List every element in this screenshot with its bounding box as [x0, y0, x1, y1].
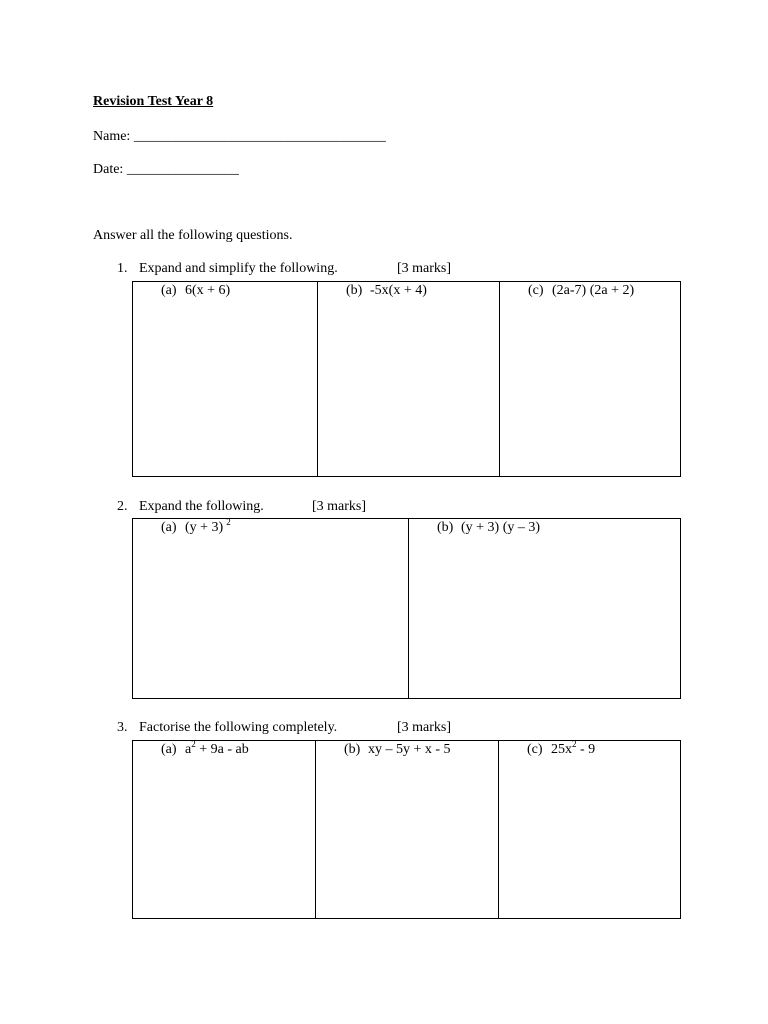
question-number: 2.: [117, 499, 128, 514]
answer-box-1b[interactable]: [317, 282, 499, 476]
part-label: (b): [437, 520, 454, 535]
part-3b: [344, 742, 451, 758]
part-2a: [161, 517, 231, 536]
part-expression-rest: - 9: [576, 742, 596, 757]
name-field[interactable]: Name: ____________________________________: [93, 129, 386, 144]
part-1b: [346, 283, 427, 299]
part-expression-rest: + 9a - ab: [195, 742, 249, 757]
question-marks: [3 marks]: [397, 720, 452, 735]
answer-box-1c[interactable]: [499, 282, 680, 476]
answer-box-2a[interactable]: [133, 519, 408, 698]
question-text: Expand the following.: [139, 499, 264, 514]
part-expression: -5x(x + 4): [370, 283, 427, 298]
part-expression: (2a-7) (2a + 2): [552, 283, 635, 298]
part-1c: [528, 283, 634, 299]
part-label: (a): [161, 742, 177, 757]
part-label: (b): [344, 742, 361, 757]
part-label: (c): [528, 283, 544, 298]
part-expression: (y + 3): [185, 520, 224, 535]
date-field[interactable]: Date: ________________: [93, 162, 239, 177]
part-expression: (y + 3) (y – 3): [461, 520, 541, 535]
answer-box-3c[interactable]: [498, 741, 680, 918]
exponent: 2: [191, 739, 196, 749]
part-label: (a): [161, 283, 177, 298]
answer-box-2b[interactable]: [408, 519, 680, 698]
question-1-answer-grid: [132, 281, 681, 477]
part-label: (b): [346, 283, 363, 298]
part-1a: [161, 283, 230, 299]
exponent: 2: [572, 739, 577, 749]
question-text: Expand and simplify the following.: [139, 261, 338, 276]
question-marks: [3 marks]: [312, 499, 367, 514]
part-2b: [437, 520, 540, 536]
instructions: Answer all the following questions.: [93, 228, 293, 243]
question-1-heading: [117, 261, 677, 277]
question-number: 1.: [117, 261, 128, 276]
part-label: (c): [527, 742, 543, 757]
exponent: 2: [226, 517, 231, 527]
answer-box-1a[interactable]: [133, 282, 317, 476]
test-title: Revision Test Year 8: [93, 94, 214, 109]
question-2-heading: [117, 499, 677, 515]
part-expression: xy – 5y + x - 5: [368, 742, 451, 757]
question-3-heading: [117, 720, 677, 736]
part-label: (a): [161, 520, 177, 535]
question-number: 3.: [117, 720, 128, 735]
answer-box-3a[interactable]: [133, 741, 315, 918]
part-3a: [161, 739, 249, 758]
answer-box-3b[interactable]: [315, 741, 498, 918]
question-3-answer-grid: [132, 740, 681, 919]
question-marks: [3 marks]: [397, 261, 452, 276]
question-text: Factorise the following completely.: [139, 720, 338, 735]
part-3c: [527, 739, 596, 758]
question-2-answer-grid: [132, 518, 681, 699]
part-expression: 6(x + 6): [185, 283, 231, 298]
part-expression-base: a: [185, 742, 192, 757]
part-expression-base: 25x: [551, 742, 572, 757]
